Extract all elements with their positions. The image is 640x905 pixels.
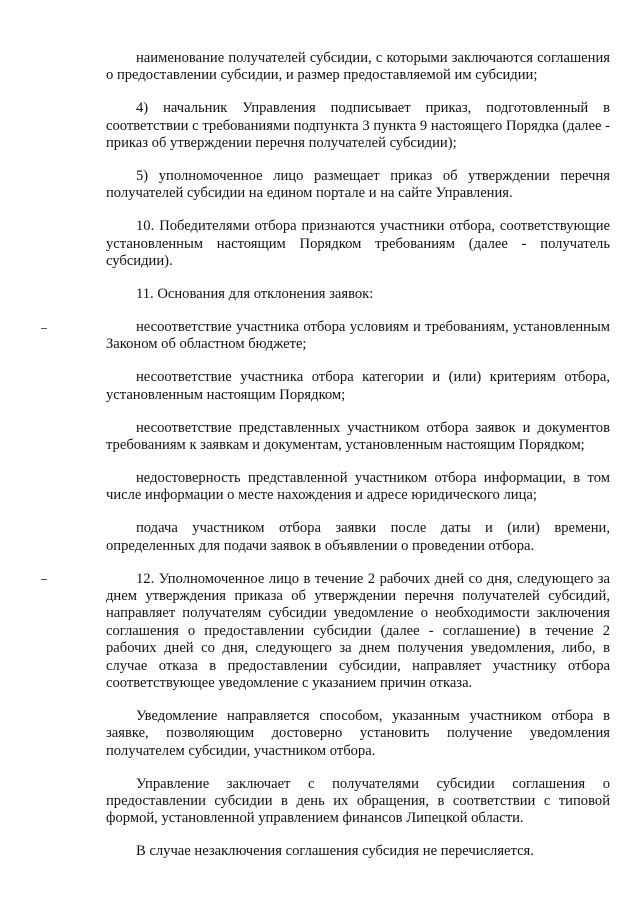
- paragraph-non-conclusion: В случае незаключения соглашения субсидия не перечисляется.: [136, 843, 534, 860]
- paragraph-agreement-conclusion: Управление заключает с получателями субсидии соглашения о предоставлении субсидии в день их обращения, в соответствии с типовой формой, установленной управлением финансов Липецкой области.: [106, 775, 610, 827]
- paragraph-section-11: 11. Основания для отклонения заявок:: [136, 286, 374, 303]
- paragraph-section-12: 12. Уполномоченное лицо в течение 2 рабочих дней со дня, следующего за днем утверждения приказа об утверждении перечня получателей субсидий, направляет получателям субсидии уведомление о необходимости заключения соглашения о предоставлении субсидии (далее - соглашение) в течение 2 рабочих дней со дня, следующего за днем получения уведомления, либо, в случае отказа в предоставлении субсидии, направляет участнику отбора соответствующее уведомление с указанием причин отказа.: [106, 570, 610, 691]
- paragraph-item-5: 5) уполномоченное лицо размещает приказ об утверждении перечня получателей субсидии на едином портале и на сайте Управления.: [106, 168, 610, 202]
- paragraph-rejection-ground-4: недостоверность представленной участником отбора информации, в том числе информации о месте нахождения и адресе юридического лица;: [106, 469, 610, 504]
- margin-mark: [41, 328, 47, 329]
- paragraph-rejection-ground-5: подача участником отбора заявки после даты и (или) времени, определенных для подачи заявок в объявлении о проведении отбора.: [106, 520, 610, 554]
- document-page: [106, 50, 610, 876]
- paragraph-recipients-list-continued: наименование получателей субсидии, с которыми заключаются соглашения о предоставлении субсидии, и размер предоставляемой им субсидии;: [106, 50, 610, 84]
- paragraph-item-4: 4) начальник Управления подписывает приказ, подготовленный в соответствии с требованиями подпункта 3 пункта 9 настоящего Порядка (далее - приказ об утверждении перечня получателей субсидии);: [106, 100, 610, 152]
- paragraph-rejection-ground-3: несоответствие представленных участником отбора заявок и документов требованиям к заявкам и документам, установленным настоящим Порядком;: [106, 419, 610, 453]
- margin-mark: [41, 579, 47, 580]
- paragraph-rejection-ground-1: несоответствие участника отбора условиям и требованиям, установленным Законом об областном бюджете;: [106, 318, 610, 353]
- paragraph-notification-method: Уведомление направляется способом, указанным участником отбора в заявке, позволяющим достоверно установить получение уведомления получателем субсидии, участником отбора.: [106, 707, 610, 759]
- paragraph-rejection-ground-2: несоответствие участника отбора категории и (или) критериям отбора, установленным настоящим Порядком;: [106, 369, 610, 403]
- paragraph-section-10: 10. Победителями отбора признаются участники отбора, соответствующие установленным настоящим Порядком требованиям (далее - получатель субсидии).: [106, 218, 610, 270]
